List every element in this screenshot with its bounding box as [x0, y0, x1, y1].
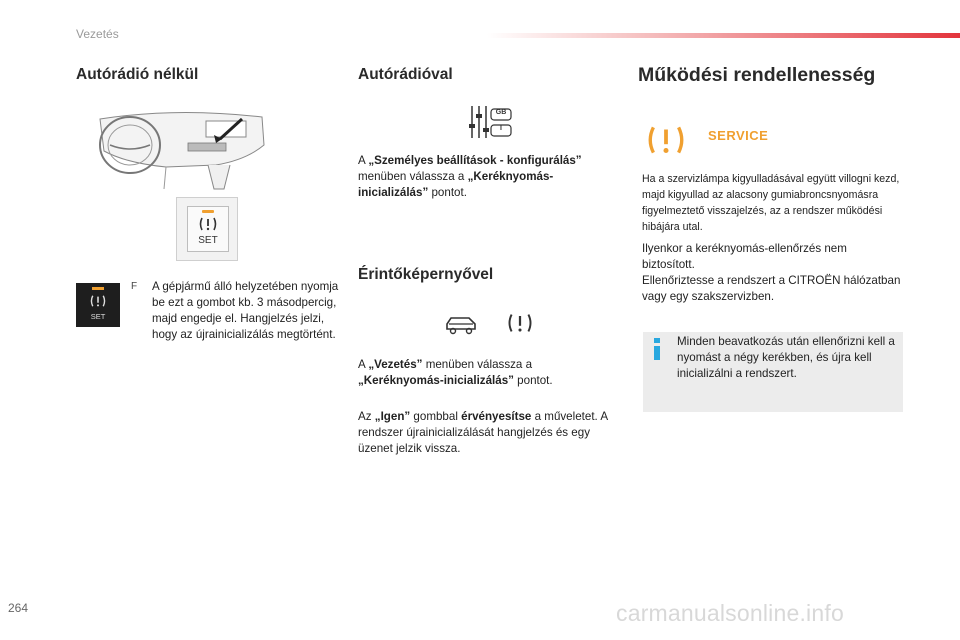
- set-button-closeup: [176, 197, 238, 261]
- section-label: Vezetés: [76, 27, 119, 41]
- heading-touchscreen: Érintőképernyővel: [358, 266, 494, 283]
- info-text: Minden beavatkozás után ellenőrizni kell a nyomást a négy kerékben, és újra kell inicializálni a rendszert.: [677, 335, 895, 380]
- set-button-label: SET: [198, 235, 218, 246]
- set-button-indicator-led: [202, 210, 214, 213]
- set-small-indicator-led: [92, 287, 104, 290]
- tyre-pressure-icon: [198, 216, 218, 232]
- set-button-small: [76, 283, 120, 327]
- language-gb-label: GB: [495, 109, 507, 116]
- service-warning-label: SERVICE: [708, 128, 769, 143]
- touchscreen-instruction: A „Vezetés” menüben válassza a „Keréknyomás-inicializálás” pontot.: [358, 358, 553, 387]
- tyre-pressure-icon: [89, 294, 107, 308]
- info-i-label: I: [500, 125, 502, 132]
- heading-malfunction: Működési rendellenesség: [638, 64, 876, 86]
- info-icon: [651, 338, 663, 360]
- malfunction-advice: Ellenőriztesse a rendszert a CITROËN hálózatban vagy egy szakszervizben.: [642, 274, 901, 303]
- dashboard-illustration: [96, 105, 266, 195]
- malfunction-consequence: Ilyenkor a keréknyomás-ellenőrzés nem biztosított.: [642, 242, 847, 271]
- confirm-instruction: Az „Igen” gombbal érvényesítse a műveletet. A rendszer újrainicializálását hangjelzés és egy üzenet jelzik vissza.: [358, 410, 608, 455]
- set-button[interactable]: [187, 206, 229, 252]
- tyre-warning-icon: [645, 120, 687, 160]
- set-small-label: SET: [90, 312, 106, 321]
- page-number: 264: [8, 601, 29, 615]
- header-accent-rule: [487, 33, 960, 38]
- heading-with-radio: Autórádióval: [358, 66, 453, 83]
- malfunction-description: Ha a szervizlámpa kigyulladásával együtt villogni kezd, majd kigyullad az alacsony gumiabroncsnyomásra figyelmeztető visszajelzés, az a rendszer működési hibájára utal.: [642, 173, 900, 233]
- radio-instruction: A „Személyes beállítások - konfigurálás” menüben válassza a „Keréknyomás-inicializálás” pontot.: [358, 154, 582, 199]
- instruction-text: A gépjármű álló helyzetében nyomja be ezt a gombot kb. 3 másodpercig, majd engedje el. Hangjelzés jelzi, hogy az újrainicializálás megtörtént.: [152, 280, 339, 341]
- car-icon: [443, 313, 479, 337]
- bullet-marker: F: [131, 281, 138, 292]
- tyre-pressure-icon: [506, 310, 534, 336]
- watermark: carmanualsonline.info: [616, 600, 844, 626]
- heading-without-radio: Autórádió nélkül: [76, 66, 199, 83]
